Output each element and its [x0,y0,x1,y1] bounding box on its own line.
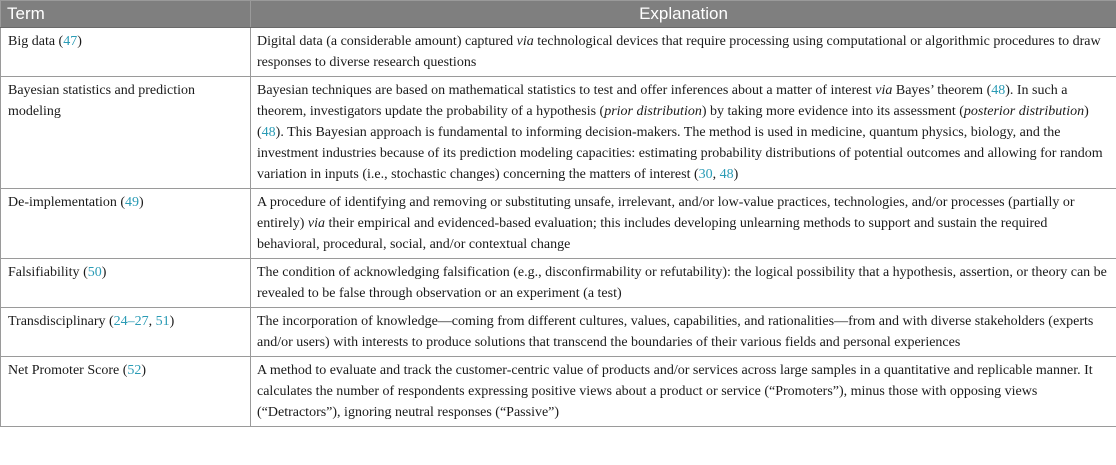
explanation-text: A procedure of identifying and removing or substituting unsafe, irrelevant, and/or low-value practices, technologies, and/or processes (partially or entirely) [257,195,1075,231]
italic-text: via [516,34,534,49]
term-label: Bayesian statistics and prediction modeling [8,83,196,119]
explanation-text: ). In such a theorem, investigators update the probability of a hypothesis ( [257,83,1068,119]
reference-separator: , [148,314,156,329]
table-row [1,357,1116,427]
term-column-header: Term [1,1,251,28]
explanation-text: their empirical and evidenced-based evaluation; this includes developing unlearning methods to support and sustain the required behavioral, procedural, social, and/or contextual change [257,216,1048,252]
explanation-text: ) ( [257,104,1089,140]
explanation-text: ). This Bayesian approach is fundamental to informing decision-makers. The method is used in medicine, quantum physics, biology, and the investment industries because of its prediction modeling capacities: estimating probability distributions of potential outcomes and allowing for random variation in inputs (i.e., stochastic changes) concerning the matters of interest ( [257,125,1103,182]
reference-link[interactable]: 48 [991,83,1006,98]
term-cell [1,77,251,189]
term-label: Big data [8,34,56,49]
explanation-cell [251,357,1116,427]
reference-link[interactable]: 52 [127,363,142,378]
explanation-text: technological devices that require processing using computational or algorithmic procedures to draw responses to diverse research questions [257,34,1101,70]
term-cell: Falsifiability (50) [1,259,251,308]
table-row [1,77,1116,189]
reference-link[interactable]: 49 [125,195,140,210]
explanation-cell [251,189,1116,259]
table-row [1,28,1116,77]
explanation-text: The condition of acknowledging falsification (e.g., disconfirmability or refutability): the logical possibility that a hypothesis, assertion, or theory can be revealed to be false through observation or an experiment (a test) [257,265,1107,301]
explanation-text: The incorporation of knowledge—coming from different cultures, values, capabilities, and rationalities—from and with diverse stakeholders (experts and/or users) with interests to produce solutions that transcend the boundaries of their various fields and personal experiences [257,314,1094,350]
term-label: Falsifiability [8,265,80,280]
header-row [1,1,1116,28]
term-cell: De-implementation (49) [1,189,251,259]
italic-text: via [307,216,326,231]
reference-link[interactable]: 30 [698,167,713,182]
term-cell: Big data (47) [1,28,251,77]
term-label: Transdisciplinary [8,314,106,329]
italic-text: posterior distribution [963,104,1085,119]
reference-link[interactable]: 47 [63,34,78,49]
table-row [1,189,1116,259]
explanation-column-header: Explanation [251,1,1116,28]
explanation-cell [251,28,1116,77]
term-cell: Transdisciplinary (24–27, 51) [1,308,251,357]
explanation-text: Bayes’ theorem ( [892,83,992,98]
reference-link[interactable]: 50 [87,265,102,280]
reference-link[interactable]: 51 [155,314,170,329]
explanation-cell [251,308,1116,357]
italic-text: via [875,83,893,98]
term-label: Net Promoter Score [8,363,120,378]
explanation-text: A method to evaluate and track the customer-centric value of products and/or services across large samples in a quantitative and replicable manner. It calculates the number of respondents expressing positive views about a product or service (“Promoters”), minus those with opposing views (“Detractors”), ignoring neutral responses (“Passive”) [257,363,1093,420]
table-row [1,259,1116,308]
explanation-text: ) [733,167,739,182]
explanation-cell [251,259,1116,308]
reference-link[interactable]: 24–27 [113,314,149,329]
explanation-text: Digital data (a considerable amount) captured [257,34,517,49]
explanation-cell [251,77,1116,189]
term-label: De-implementation [8,195,117,210]
term-cell: Net Promoter Score (52) [1,357,251,427]
reference-link[interactable]: 48 [719,167,734,182]
explanation-text: Bayesian techniques are based on mathematical statistics to test and offer inferences about a matter of interest [257,83,876,98]
explanation-text: ) by taking more evidence into its assessment ( [701,104,964,119]
italic-text: prior distribution [604,104,702,119]
table-row [1,308,1116,357]
explanation-text: , [712,167,720,182]
reference-link[interactable]: 48 [261,125,276,140]
